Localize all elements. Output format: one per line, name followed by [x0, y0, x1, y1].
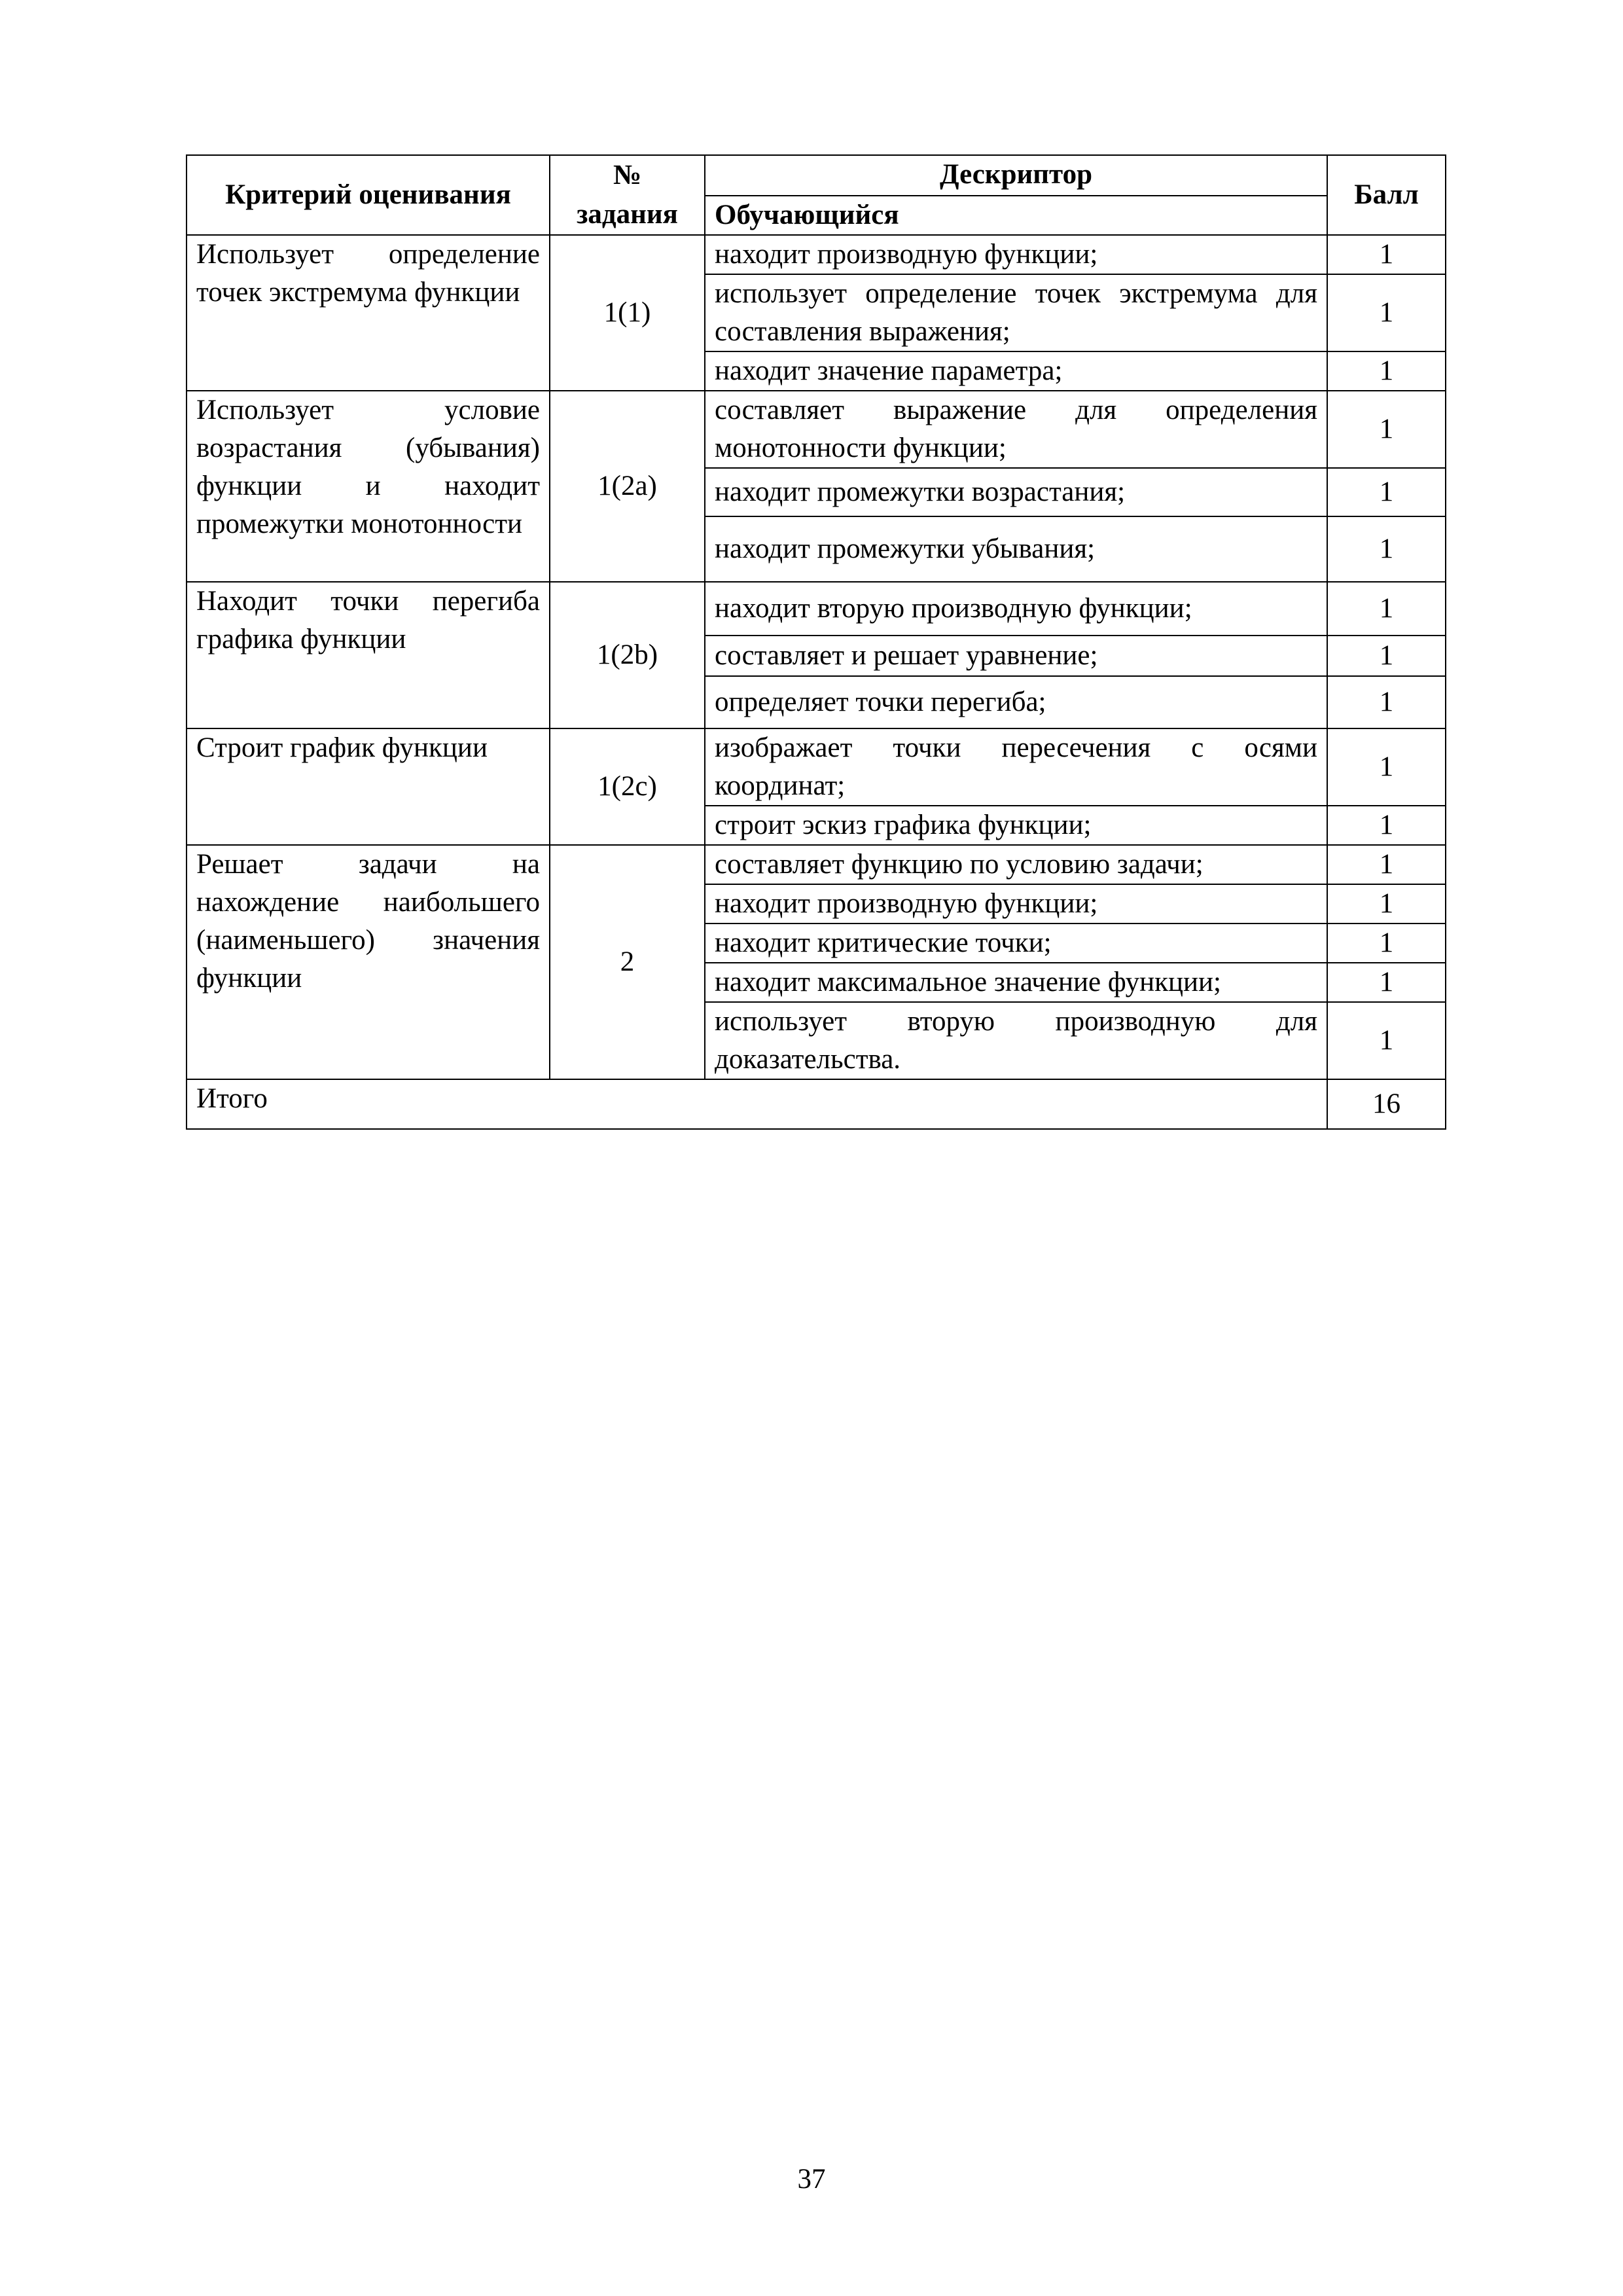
header-task-number: № задания	[550, 155, 705, 235]
score-cell: 1	[1327, 582, 1446, 636]
criterion-cell: Находит точки перегиба графика функции	[187, 582, 550, 728]
table-row	[187, 728, 1446, 806]
score-cell: 1	[1327, 636, 1446, 676]
task-number-cell: 2	[550, 845, 705, 1079]
task-number-cell: 1(1)	[550, 235, 705, 391]
score-cell: 1	[1327, 1002, 1446, 1079]
score-cell: 1	[1327, 924, 1446, 963]
task-number-cell: 1(2b)	[550, 582, 705, 728]
score-cell: 1	[1327, 235, 1446, 274]
descriptor-cell: составляет и решает уравнение;	[705, 636, 1327, 676]
descriptor-cell: составляет выражение для определения монотонности функции;	[705, 391, 1327, 468]
score-cell: 1	[1327, 884, 1446, 924]
descriptor-cell: строит эскиз графика функции;	[705, 806, 1327, 845]
criterion-cell: Использует определение точек экстремума функции	[187, 235, 550, 391]
table-row	[187, 235, 1446, 274]
header-criterion: Критерий оценивания	[187, 155, 550, 235]
table-row	[187, 582, 1446, 636]
total-score: 16	[1327, 1079, 1446, 1129]
descriptor-cell: составляет функцию по условию задачи;	[705, 845, 1327, 884]
descriptor-cell: использует вторую производную для доказательства.	[705, 1002, 1327, 1079]
descriptor-cell: находит производную функции;	[705, 235, 1327, 274]
header-learner: Обучающийся	[705, 196, 1327, 235]
score-cell: 1	[1327, 468, 1446, 516]
descriptor-cell: находит вторую производную функции;	[705, 582, 1327, 636]
score-cell: 1	[1327, 516, 1446, 582]
descriptor-cell: изображает точки пересечения с осями координат;	[705, 728, 1327, 806]
criterion-cell: Решает задачи на нахождение наибольшего (наименьшего) значения функции	[187, 845, 550, 1079]
assessment-rubric-table	[186, 154, 1446, 1130]
table-row	[187, 845, 1446, 884]
descriptor-cell: находит производную функции;	[705, 884, 1327, 924]
descriptor-cell: определяет точки перегиба;	[705, 676, 1327, 728]
table-row	[187, 391, 1446, 468]
descriptor-cell: находит критические точки;	[705, 924, 1327, 963]
criterion-cell: Использует условие возрастания (убывания) функции и находит промежутки монотонности	[187, 391, 550, 582]
score-cell: 1	[1327, 676, 1446, 728]
score-cell: 1	[1327, 845, 1446, 884]
score-cell: 1	[1327, 806, 1446, 845]
score-cell: 1	[1327, 391, 1446, 468]
task-number-cell: 1(2a)	[550, 391, 705, 582]
score-cell: 1	[1327, 728, 1446, 806]
score-cell: 1	[1327, 351, 1446, 391]
header-descriptor: Дескриптор	[705, 155, 1327, 196]
descriptor-cell: находит значение параметра;	[705, 351, 1327, 391]
criterion-cell: Строит график функции	[187, 728, 550, 845]
descriptor-cell: использует определение точек экстремума для составления выражения;	[705, 274, 1327, 351]
descriptor-cell: находит промежутки убывания;	[705, 516, 1327, 582]
score-cell: 1	[1327, 963, 1446, 1002]
header-score: Балл	[1327, 155, 1446, 235]
page-number: 37	[797, 2164, 826, 2195]
descriptor-cell: находит максимальное значение функции;	[705, 963, 1327, 1002]
total-label: Итого	[187, 1079, 1327, 1129]
task-number-cell: 1(2c)	[550, 728, 705, 845]
descriptor-cell: находит промежутки возрастания;	[705, 468, 1327, 516]
score-cell: 1	[1327, 274, 1446, 351]
total-row	[187, 1079, 1446, 1129]
